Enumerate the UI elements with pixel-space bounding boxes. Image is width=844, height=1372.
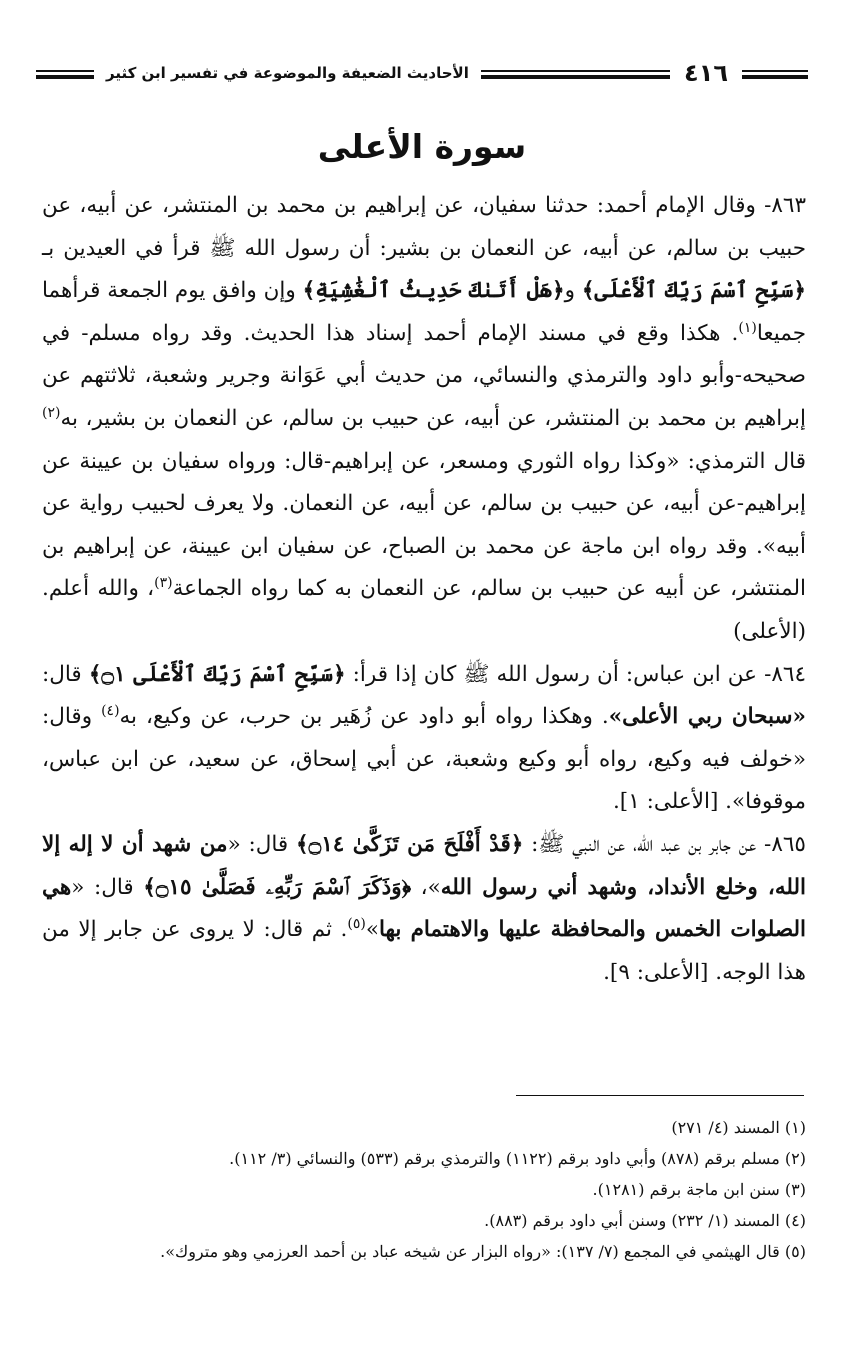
footnote-separator — [516, 1095, 804, 1096]
hadith-paragraph — [42, 654, 806, 824]
hadith-paragraph — [42, 185, 806, 654]
quran-verse: ﴿قَدْ أَفْلَحَ مَن تَزَكَّىٰ ۝١٤﴾ — [296, 831, 524, 857]
paragraph-text: قال الترمذي: «وكذا رواه الثوري ومسعر، عن إبراهيم-قال: ورواه سفيان بن عيينة عن إبراهيم-عن أبيه، عن حبيب بن سالم، عن أبيه، عن النعمان. ولا يعرف لحبيب رواية عن أبيه». وقد رواه ابن ماجة عن محمد بن الصباح، عن سفيان ابن عيينة، عن إبراهيم بن المنتشر، عن أبيه عن حبيب بن سالم، عن النعمان به كما رواه الجماعة — [42, 448, 806, 602]
hadith-paragraph — [42, 824, 806, 994]
quran-verse: ﴿سَبِّحِ ٱسْمَ رَبِّكَ ٱلْأَعْلَى ۝١﴾ — [88, 661, 346, 687]
footnote-marker: (٣) — [154, 575, 173, 592]
paragraph-text: قال: « — [71, 874, 144, 900]
header-rule-left — [36, 70, 94, 77]
footnote-marker: (٤) — [101, 702, 120, 719]
header-rule-right — [742, 70, 808, 77]
footnote-item: (٥) قال الهيثمي في المجمع (٧/ ١٣٧): «رواه البزار عن شيخه عباد بن أحمد العرزمي وهو متروك». — [160, 1242, 806, 1261]
body-text — [42, 185, 806, 994]
footnote-marker: (٢) — [42, 404, 61, 421]
paragraph-text: و — [564, 278, 582, 304]
paragraph-text: ٨٦٤- عن ابن عباس: أن رسول الله ﷺ كان إذا قرأ: — [345, 661, 807, 687]
paragraph-text: قال: « — [227, 831, 296, 857]
footnote-marker: (٥) — [347, 915, 366, 932]
hadith-quote: من شهد أن لا إله إلا الله، وخلع الأنداد، وشهد أني رسول الله — [42, 831, 806, 900]
footnote-item: (١) المسند (٤/ ٢٧١) — [671, 1118, 806, 1137]
footnotes — [40, 1112, 806, 1267]
quran-verse: ﴿وَذَكَرَ ٱسْمَ رَبِّهِۦ فَصَلَّىٰ ۝١٥﴾ — [143, 874, 412, 900]
paragraph-text: » — [365, 917, 379, 943]
paragraph-text: . ثم قال: لا يروى عن جابر إلا من هذا الوجه. [الأعلى: ٩]. — [42, 917, 806, 985]
footnote-item: (٢) مسلم برقم (٨٧٨) وأبي داود برقم (١١٢٢) والترمذي برقم (٥٣٣) والنسائي (٣/ ١١٢). — [229, 1149, 806, 1168]
quran-verse: ﴿سَبِّحِ ٱسْمَ رَبِّكَ ٱلْأَعْلَى﴾ — [581, 278, 806, 304]
paragraph-text: ٨٦٣- وقال الإمام أحمد: حدثنا سفيان، عن إبراهيم بن محمد بن المنتشر، عن أبيه، عن حبيب بن سالم، عن أبيه، عن النعمان بن بشير: أن رسول الله ﷺ قرأ في العيدين بـ — [42, 193, 806, 261]
paragraph-text: وإن وافق يوم الجمعة قرأهما جميعا — [42, 278, 806, 346]
hadith-quote: «سبحان ربي الأعلى» — [608, 704, 806, 730]
paragraph-text: ٨٦٥- عن جابر بن عبد الله، عن النبي ﷺ: — [523, 831, 806, 857]
paragraph-text: ، والله أعلم. (الأعلى) — [42, 576, 806, 644]
quran-verse: ﴿هَلْ أَتَىٰكَ حَدِيثُ ٱلْغَٰشِيَةِ﴾ — [302, 278, 565, 304]
paragraph-text: . وهكذا رواه أبو داود عن زُهَير بن حرب، عن وكيع، به — [119, 704, 609, 730]
paragraph-text: . هكذا وقع في مسند الإمام أحمد إسناد هذا الحديث. وقد رواه مسلم- في صحيحه-وأبو داود والترمذي والنسائي، من حديث أبي عَوَانة وجرير وشعبة، ثلاثتهم عن إبراهيم بن محمد بن المنتشر، عن أبيه، عن حبيب بن سالم، عن النعمان بن بشير، به — [42, 320, 806, 431]
footnote-item: (٤) المسند (١/ ٢٣٢) وسنن أبي داود برقم (٨٨٣). — [484, 1211, 806, 1230]
running-header — [36, 60, 808, 86]
surah-title: سورة الأعلى — [317, 127, 527, 166]
hadith-quote: هي الصلوات الخمس والمحافظة عليها والاهتمام بها — [42, 874, 806, 943]
page-number: ٤١٦ — [684, 59, 728, 87]
running-title: الأحاديث الضعيفة والموضوعة في تفسير ابن كثير — [106, 64, 469, 82]
footnote-item: (٣) سنن ابن ماجة برقم (١٢٨١). — [592, 1180, 806, 1199]
header-rule-middle — [481, 70, 670, 77]
paragraph-text: قال: — [42, 661, 89, 687]
footnote-marker: (١) — [738, 319, 757, 336]
paragraph-text: وقال: «خولف فيه وكيع، رواه أبو وكيع وشعبة، عن أبي إسحاق، عن سعيد، عن ابن عباس، موقوفا». [الأعلى: ١]. — [42, 704, 806, 815]
paragraph-text: »، — [411, 874, 441, 900]
